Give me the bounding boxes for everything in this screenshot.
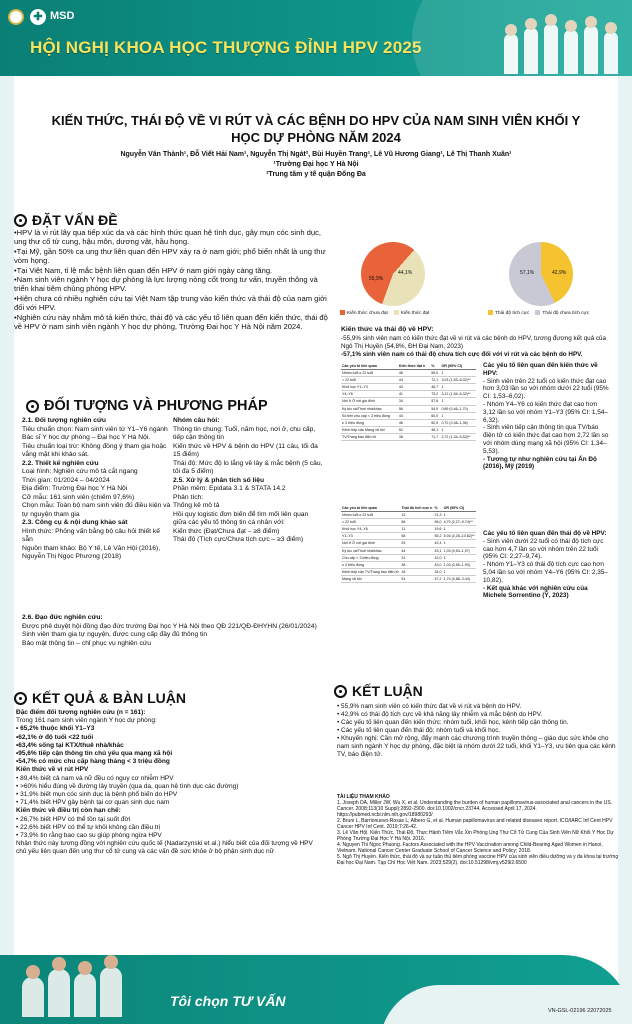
table-row: ≥ 3 triệu đồng 46 52,0 0,72 (0,38–1,36) bbox=[341, 419, 476, 426]
knowledge-result-1: -55,9% sinh viên nam có kiến thức đạt về vi rút và các bệnh do HPV, tương đương kết quả của Ngô Thị Huyền (54,8%, ĐH Đại Nam, 2023) bbox=[341, 335, 606, 350]
knowledge-factors-table: Các yếu tố liên quan Kiến thức đạt n % OR (95% CI) Nhóm tuổi ≥ 22 tuổi 46 55,0 1 < 22 tuổi 44 72,1 3,03 (1,53–6,02)** Khối học Y1–Y3 43 48,7 1 Y4–Y6 41 73,2 3,12 (1,54–6,32)** Nơi ở Ở với gia đình 34 57,6 1 Ký túc xá/Thuê nhà/khác 56 54,9 0,89 (0,46–1,70) Số tiền chu cấp < 3 triệu đồng 44 60,0 1 ≥ 3 triệu đồng 46 52,0 0,72 (0,38–1,36) Kênh tiếp cận Mạng xã hội 52 48,1 1 TV/Trang báo điện tử 38 71,7 2,72 (1,34–5,53)** bbox=[341, 363, 476, 441]
section-methods-title: ĐỐI TƯỢNG VÀ PHƯƠNG PHÁP bbox=[44, 398, 268, 414]
intro-bullet: •Tại Mỹ, gần 50% ca ung thư liên quan đến HPV xảy ra ở nam giới; phổ biến nhất là ung thư vòm họng. bbox=[14, 246, 326, 266]
target-icon bbox=[26, 400, 39, 413]
knowledge-factors bbox=[483, 362, 611, 471]
methods-left: 2.1. Đối tượng nghiên cứu Tiêu chuẩn chọn: Nam sinh viên từ Y1–Y6 ngành Bác sĩ Y học dự phòng – Đại học Y Hà Nội. Tiêu chuẩn loại trừ: Không đồng ý tham gia hoặc vắng mặt khi khảo sát. 2.2. Thiết kế nghiên cứu Loại hình: Nghiên cứu mô tả cắt ngang Thời gian: 01/2024 – 04/2024 Địa điểm: Trường Đại học Y Hà Nội Cỡ mẫu: 161 sinh viên (chiếm 97,6%) Chọn mẫu: Toàn bộ nam sinh viên đủ điều kiện và tự nguyện tham gia 2.3. Công cụ & nội dung khảo sát Hình thức: Phỏng vấn bằng bộ câu hỏi thiết kế sẵn Nguồn tham khảo: Bộ Y tế, Lê Văn Hội (2016), Nguyễn Thị Ngọc Phương (2018) bbox=[22, 417, 171, 560]
table-row: Nơi ở Ở với gia đình 25 42,4 1 bbox=[341, 540, 476, 547]
document-code: VN-GSL-02196 22072025 bbox=[548, 1008, 612, 1014]
factor-item: - Sinh viên trên 22 tuổi có kiến thức đạt cao hơn 3,03 lần so với nhóm dưới 22 tuổi (95% CI: 1,53–6,02). bbox=[483, 377, 609, 401]
legend-item: Kiến thức chưa đạt bbox=[340, 310, 388, 316]
legend-item: Kiến thức đạt bbox=[394, 310, 430, 316]
target-icon bbox=[14, 692, 27, 705]
hmu-logo bbox=[8, 9, 24, 25]
intro-bullet: •Tại Việt Nam, tỉ lệ mắc bệnh liên quan đến HPV ở nam giới ngày càng tăng. bbox=[14, 265, 273, 275]
references-title: TÀI LIỆU THAM KHẢO bbox=[337, 794, 390, 800]
target-icon bbox=[14, 214, 27, 227]
pie1-label-a: 55,9% bbox=[369, 276, 384, 282]
poster-title: KIẾN THỨC, THÁI ĐỘ VỀ VI RÚT VÀ CÁC BỆNH DO HPV CỦA NAM SINH VIÊN KHỐI Y HỌC DỰ PHÒNG NĂM 2024 bbox=[51, 113, 581, 145]
att-title: Các yếu tố liên quan đến thái độ về HPV: bbox=[483, 530, 607, 537]
table-row: Kênh tiếp cận Mạng xã hội 52 48,1 1 bbox=[341, 426, 476, 433]
att-item: - Kết quả khác với nghiên cứu của Michele Sorrentino (Ý, 2023) bbox=[483, 584, 588, 600]
att-item: - Nhóm Y1–Y3 có thái độ tích cực cao hơn 5,04 lần so với nhóm Y4–Y6 (95% CI: 2,35–10,82). bbox=[483, 561, 608, 584]
footer-people-illustration bbox=[12, 937, 132, 1017]
affiliation-2: ²Trung tâm y tế quận Đống Đa bbox=[266, 171, 366, 178]
factor-item: - Tương tự như nghiên cứu tại Ấn Độ (2016), Mỹ (2019) bbox=[483, 455, 597, 471]
section-methods-heading bbox=[26, 398, 268, 414]
author-list: Nguyễn Văn Thành¹, Đỗ Viết Hải Nam¹, Nguyễn Thị Ngát², Bùi Huyền Trang¹, Lê Vũ Hương Giang¹, Lê Thị Thanh Xuân¹ bbox=[120, 151, 512, 158]
section-intro-heading bbox=[14, 212, 118, 228]
intro-bullet: •HPV là vi rút lây qua tiếp xúc da và các hình thức quan hệ tình dục, gây mụn cóc sinh dục, ung thư cổ tử cung, hậu môn, dương vật, hầu họng. bbox=[14, 228, 322, 247]
intro-bullet: •Nghiên cứu này nhằm mô tả kiến thức, thái độ và các yếu tố liên quan đến kiến thức, thái độ về HPV ở nam sinh viên ngành Y học dự phòng, Trường Đại học Y Hà Nội năm 2024. bbox=[14, 312, 328, 332]
table-row: Khối học Y4–Y6 11 19,6 1 bbox=[341, 526, 476, 533]
pie2-label-b: 57,1% bbox=[520, 270, 535, 276]
msd-logo-text: MSD bbox=[50, 10, 75, 22]
knowledge-pie-legend bbox=[340, 310, 429, 316]
intro-bullet: •Hiện chưa có nhiều nghiên cứu tại Việt Nam tập trung vào kiến thức và thái độ của nam giới đối với HPV. bbox=[14, 293, 327, 313]
doctors-illustration bbox=[500, 8, 630, 74]
footer-slogan: Tôi chọn TƯ VẤN bbox=[170, 993, 286, 1009]
table-row: < 22 tuổi 44 72,1 3,03 (1,53–6,02)** bbox=[341, 377, 476, 384]
attitude-factors bbox=[483, 530, 611, 600]
legend-item: Thái độ chưa tích cực bbox=[535, 310, 589, 316]
table-row: Nhóm tuổi ≥ 22 tuổi 13 21,3 1 bbox=[341, 512, 476, 519]
table-row: Chu cấp < 3 triệu đồng 31 42,0 1 bbox=[341, 554, 476, 561]
knowledge-heading: Kiến thức và thái độ về HPV: bbox=[341, 326, 434, 333]
table-row: Y1–Y3 58 55,2 5,04 (2,35–10,82)** bbox=[342, 534, 475, 539]
table-row: Ký túc xá/Thuê nhà/khác 44 43,1 1,03 (0,54–1,97) bbox=[341, 547, 476, 554]
methods-right: Nhóm câu hỏi: Thông tin chung: Tuổi, năm học, nơi ở, chu cấp, tiếp cận thông tin Kiến thức về HPV & bệnh do HPV (11 câu, tối đa 15 điểm) Thái độ: Mức độ lo lắng về lây & mắc bệnh (5 câu, tối đa 5 điểm) 2.5. Xử lý & phân tích số liệu Phần mềm: Epidata 3.1 & STATA 14.2 Phân tích: Thống kê mô tả Hồi quy logistic đơn biến để tìm mối liên quan giữa các yếu tố thông tin cá nhân với: Kiến thức (Đạt/Chưa đạt – ≥8 điểm) Thái độ (Tích cực/Chưa tích cực – ≥3 điểm) bbox=[173, 417, 323, 543]
att-item: - Sinh viên dưới 22 tuổi có thái độ tích cực cao hơn 4,7 lần so với nhóm trên 22 tuổi (95% CI: 2,27–9,74). bbox=[483, 537, 604, 561]
attitude-factors-table: Các yếu tố liên quan Thái độ tích cực n % OR (95% CI) Nhóm tuổi ≥ 22 tuổi 13 21,3 1 < 22 tuổi 56 56,0 4,70 (2,27–9,74)** Khối học Y4–Y6 11 19,6 1 Y1–Y3 58 55,2 5,04 (2,35–10,82)** Nơi ở Ở với gia đình 25 42,4 1 Ký túc xá/Thuê nhà/khác 44 43,1 1,03 (0,54–1,97) Chu cấp < 3 triệu đồng 31 42,0 1 ≥ 3 triệu đồng 38 43,0 1,03 (0,55–1,93) Kênh tiếp cận TV/Trang báo điện tử 18 34,0 1 Mạng xã hội 51 47,2 1,74 (0,88–3,44) bbox=[342, 506, 475, 581]
factors-title: Các yếu tố liên quan đến kiến thức về HPV: bbox=[483, 362, 598, 377]
references: TÀI LIỆU THAM KHẢO 1. Joseph DA, Miller JW, Wu X, et al. Understanding the burden of human papillomavirus-associated anal cancers in the US. Cancer. 2008;113(10 Suppl):2892-2900. doi:10.1002/cncr.23744. Accessed April 17, 2024. https://pubmed.ncbi.nlm.nih.gov/18980293/ 2. Bruni L, Barrionuevo-Rosas L, Albero G, et al. Human papillomavirus and related diseases report. ICO/IARC Inf Cent HPV Cancer HPV Inf Cent. 2019;7:26-42. 3. Lê Văn Hội. Kiến Thức, Thái Độ, Thực Hành Tiêm Vắc Xin Phòng Ung Thư Cổ Tử Cung Của Sinh Viên Nữ Khối Y Học Dự Phòng Trường Đại Học Y Hà Nội. 2016. 4. Nguyen Thi Ngoc Phuong. Factors Associated with the HPV Vaccination among Child-Bearing Aged Women in Hanoi, Vietnam. National Cancer Center Graduate School of Cancer Science and Policy; 2018. 5. Ngô Thị Huyền. Kiến thức, thái độ và sự tuân thủ tiêm phòng vaccine HPV của sinh viên điều dưỡng và y đa khoa tại trường Đại học Đại Nam. Tạp Chí Học Việt Nam. 2023;529(2). doi:10.51298/vmj.v529i2.6500 bbox=[337, 794, 619, 866]
section-conclusion-heading bbox=[334, 683, 423, 699]
pie2-label-a: 42,9% bbox=[552, 270, 567, 276]
table-row: TV/Trang báo điện tử 38 71,7 2,72 (1,34–5,53)** bbox=[341, 433, 476, 440]
factor-item: - Nhóm Y4–Y6 có kiến thức đạt cao hơn 3,12 lần so với nhóm Y1–Y3 (95% CI: 1,54–6,32). bbox=[483, 400, 608, 424]
knowledge-pie-chart bbox=[361, 242, 425, 306]
section-intro-title: ĐẶT VẤN ĐỀ bbox=[32, 212, 118, 228]
table-row: Y4–Y6 41 73,2 3,12 (1,54–6,32)** bbox=[341, 391, 476, 398]
table-row: Nhóm tuổi ≥ 22 tuổi 46 55,0 1 bbox=[341, 370, 476, 377]
table-row: Mạng xã hội 51 47,2 1,74 (0,88–3,44) bbox=[341, 575, 476, 582]
msd-logo-icon: ✚ bbox=[30, 9, 46, 25]
table-row: ≥ 3 triệu đồng 38 43,0 1,03 (0,55–1,93) bbox=[341, 561, 476, 568]
affiliation-1: ¹Trường Đại học Y Hà Nội bbox=[273, 161, 359, 168]
section-results-heading bbox=[14, 690, 186, 706]
table-row: Kênh tiếp cận TV/Trang báo điện tử 18 34,0 1 bbox=[341, 568, 476, 575]
pie1-label-b: 44,1% bbox=[398, 270, 413, 276]
footer-curve bbox=[380, 985, 632, 1024]
intro-bullet: •Nam sinh viên ngành Y học dự phòng là lực lượng nòng cốt trong tư vấn, truyền thông và triển khai tiêm chủng phòng HPV. bbox=[14, 275, 318, 294]
authors bbox=[40, 150, 592, 180]
conclusion-text: • 55,9% nam sinh viên có kiến thức đạt về vi rút và bệnh do HPV. • 42,9% có thái độ tích cực về khả năng lây nhiễm và mắc bệnh do HPV. • Các yếu tố liên quan đến kiến thức: nhóm tuổi, khối học, kênh tiếp cận thông tin. • Các yếu tố liên quan đến thái độ: nhóm tuổi và khối học. • Khuyến nghị: Cần mở rộng, đẩy mạnh các chương trình truyền thông – giáo dục sức khỏe cho nam sinh ngành Y học dự phòng, đặc biệt là nhóm dưới 22 tuổi, khối Y1–Y3, ưu tiên qua các kênh TV, báo điện tử. bbox=[337, 703, 616, 758]
table-row: < 22 tuổi 56 56,0 4,70 (2,27–9,74)** bbox=[341, 519, 476, 526]
results-text: Đặc điểm đối tượng nghiên cứu (n = 161): Trong 161 nam sinh viên ngành Y học dự phòng: • 65,2% thuộc khối Y1–Y3 •62,1% ở độ tuổi <22 tuổi •63,4% sống tại KTX/thuê nhà/khác •95,6% tiếp cận thông tin chủ yếu qua mạng xã hội •54,7% có mức chu cấp hàng tháng < 3 triệu đồng Kiến thức về vi rút HPV • 89,4% biết cả nam và nữ đều có nguy cơ nhiễm HPV • >60% hiểu đúng về đường lây truyền (qua da, quan hệ tình dục các đường) • 31,9% biết mụn cóc sinh dục là bệnh phổ biến do HPV • 71,4% biết HPV gây bệnh tại cơ quan sinh dục nam Kiến thức về điều trị còn hạn chế: • 26,7% biết HPV có thể tồn tại suốt đời • 22,6% biết HPV có thể tự khỏi không cần điều trị • 73,9% tin rằng bao cao su giúp phòng ngừa HPV Nhận thức này tương đồng với nghiên cứu quốc tế (Nadarzynski et al.) hiểu biết của đối tượng về HPV chủ yếu liên quan đến ung thư cổ tử cung và các vấn đề sức khỏe ở bộ phận sinh dục nữ bbox=[16, 709, 313, 856]
legend-item: Thái độ tích cực bbox=[488, 310, 529, 316]
target-icon bbox=[334, 685, 347, 698]
table-row: Số tiền chu cấp < 3 triệu đồng 44 60,0 1 bbox=[341, 412, 476, 419]
table-row: Nơi ở Ở với gia đình 34 57,6 1 bbox=[341, 398, 476, 405]
intro-text bbox=[14, 228, 334, 331]
ethics: 2.6. Đạo đức nghiên cứu: Được phê duyệt hội đồng đạo đức trường Đại học Y Hà Nội theo QĐ 221/QĐ-ĐHYHN (26/01/2024) Sinh viên tham gia tự nguyện, được cung cấp đầy đủ thông tin Bảo mật thông tin – chỉ phục vụ nghiên cứu bbox=[22, 614, 317, 647]
table-row: Ký túc xá/Thuê nhà/khác 56 54,9 0,89 (0,46–1,70) bbox=[341, 405, 476, 412]
attitude-pie-legend bbox=[488, 310, 589, 316]
section-results-title: KẾT QUẢ & BÀN LUẬN bbox=[32, 690, 186, 706]
conference-title: HỘI NGHỊ KHOA HỌC THƯỢNG ĐỈNH HPV 2025 bbox=[30, 38, 422, 57]
knowledge-result-2: -57,1% sinh viên nam có thái độ chưa tích cực đối với vi rút và các bệnh do HPV. bbox=[341, 351, 583, 358]
header-banner bbox=[0, 0, 632, 76]
table-row: Khối học Y1–Y3 43 48,7 1 bbox=[341, 384, 476, 391]
factor-item: - Sinh viên tiếp cận thông tin qua TV/báo điện tử có kiến thức đạt cao hơn 2,72 lần so với nhóm dùng mạng xã hội (95% CI: 1,34–5,53). bbox=[483, 424, 609, 455]
section-conclusion-title: KẾT LUẬN bbox=[352, 683, 423, 699]
